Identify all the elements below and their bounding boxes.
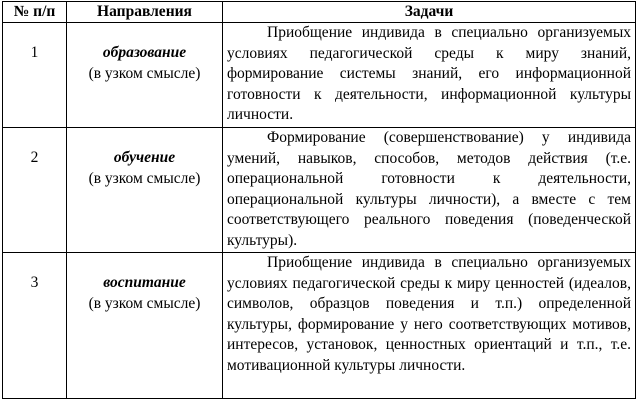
direction-qualifier: (в узком смысле) — [88, 64, 201, 82]
table-row — [3, 253, 636, 399]
direction-cell — [67, 253, 223, 399]
directions-table — [2, 1, 636, 399]
task-text: Формирование (совершенствование) у индивида умений, навыков, способов, методов действия (т.е. операциональной готовности к деятельности, операциональной культуры личности), а вместе с тем соответствующего реального поведения (поведенческой культуры). — [227, 129, 631, 249]
row-number: 2 — [3, 128, 67, 253]
table-header-row — [3, 2, 636, 23]
task-cell — [223, 23, 636, 128]
direction-cell — [67, 128, 223, 253]
header-tasks: Задачи — [223, 2, 636, 23]
row-number: 1 — [3, 23, 67, 128]
row-number: 3 — [3, 253, 67, 399]
direction-term: образование — [102, 44, 187, 61]
task-cell — [223, 128, 636, 253]
direction-term: воспитание — [103, 274, 186, 291]
direction-qualifier: (в узком смысле) — [88, 294, 201, 312]
table-row — [3, 128, 636, 253]
task-text: Приобщение индивида в специально организуемых условиях педагогической среды к миру ценностей (идеалов, символов, образцов поведения и т.п.) определенной культуры, формирование у него соответствующих мотивов, интересов, установок, ценностных ориентаций и т.п., т.е. мотивационной культуры личности. — [227, 254, 631, 374]
header-num: № п/п — [3, 2, 67, 23]
direction-term: обучение — [113, 149, 176, 166]
table-row — [3, 23, 636, 128]
header-direction: Направления — [67, 2, 223, 23]
direction-qualifier: (в узком смысле) — [88, 169, 201, 187]
direction-cell — [67, 23, 223, 128]
task-text: Приобщение индивида в специально организуемых условиях педагогической среды к миру знаний, формирование системы знаний, его информационной готовности к деятельности, информационной культуры личности. — [227, 24, 631, 123]
task-cell — [223, 253, 636, 399]
